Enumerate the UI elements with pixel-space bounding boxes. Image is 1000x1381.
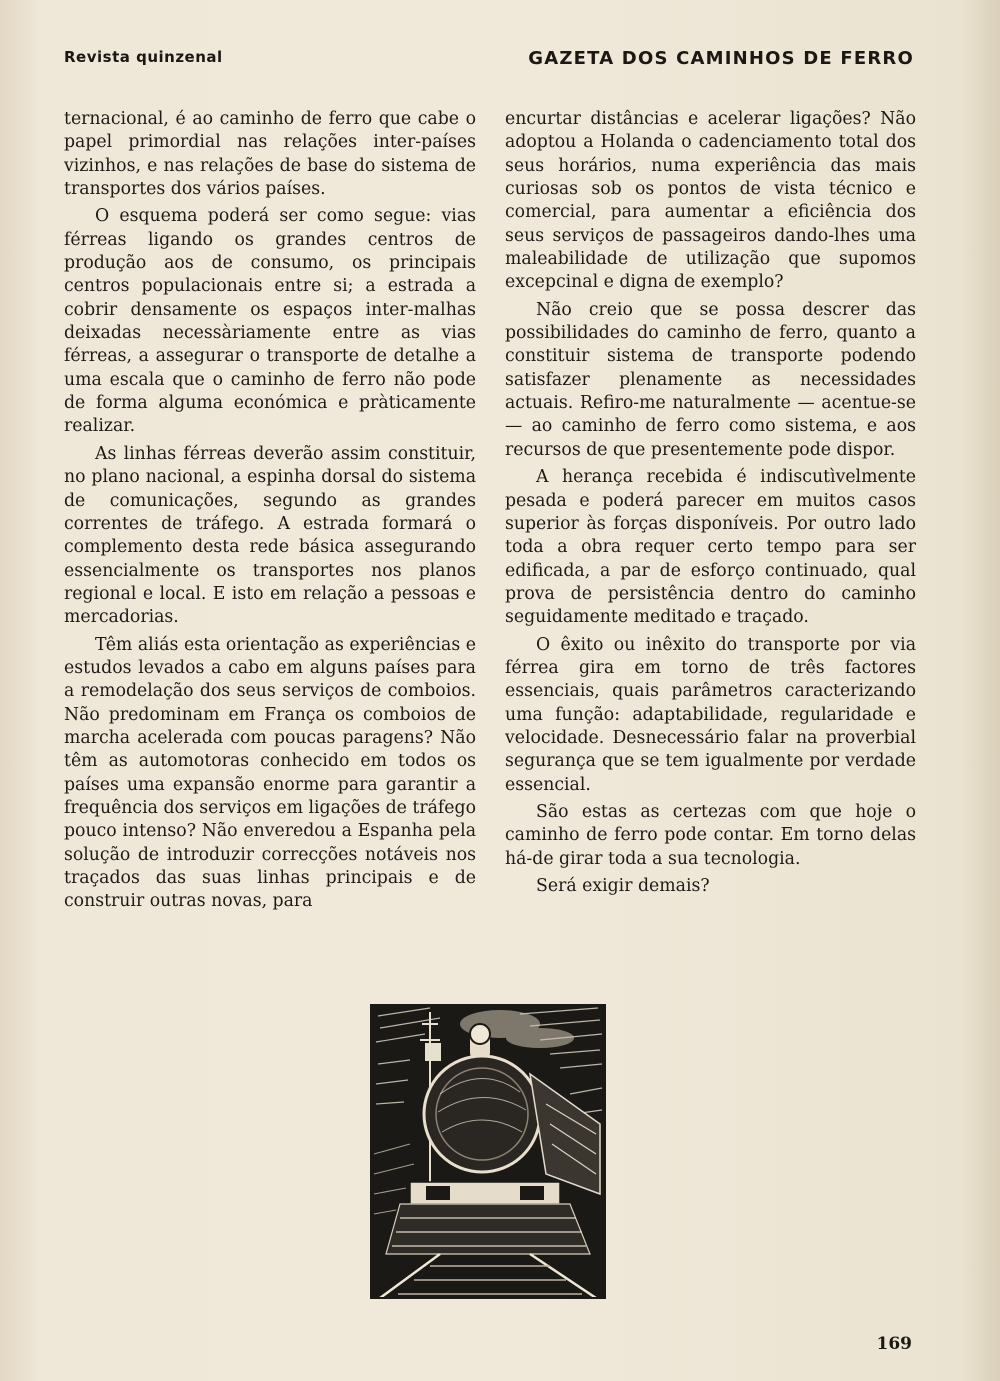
paragraph: Não creio que se possa descrer das possibilidades do caminho de ferro, quanto a constituir sistema de transporte podendo satisfazer plenamente as necessidades actuais. Refiro-me naturalmente — acentue-se — ao caminho de ferro como sistema, e aos recursos de que presentemente pode dispor. bbox=[505, 299, 916, 460]
paragraph: ternacional, é ao caminho de ferro que cabe o papel primordial nas relações inter-países vizinhos, e nas relações de base do sistema de transportes dos vários países. bbox=[64, 109, 476, 200]
text-column-right bbox=[505, 108, 916, 902]
paragraph: Têm aliás esta orientação as experiências e estudos levados a cabo em alguns países para a remodelação dos seus serviços de comboios. Não predominam em França os comboios de marcha acelerada com poucas paragens? Não têm as automotoras conhecido em todos os países uma expansão enorme para garantir a frequência dos serviços em ligações de tráfego pouco intenso? Não enveredou a Espanha pela solução de introduzir correcções notáveis nos traçados das suas linhas principais e de construir outras novas, para bbox=[64, 634, 476, 912]
paragraph: O esquema poderá ser como segue: vias férreas ligando os grandes centros de produção aos de consumo, os principais centros populacionais entre si; a estrada a cobrir densamente os espaços inter-malhas deixadas necessàriamente entre as vias férreas, a assegurar o transporte de detalhe a uma escala que o caminho de ferro não pode de forma alguma económica e pràticamente realizar. bbox=[64, 206, 476, 437]
paragraph: As linhas férreas deverão assim constituir, no plano nacional, a espinha dorsal do sistema de comunicações, segundo as grandes correntes de tráfego. A estrada formará o complemento desta rede básica assegurando essencialmente os transportes nos planos regional e local. E isto em relação a pessoas e mercadorias. bbox=[64, 443, 476, 628]
text-column-left bbox=[64, 108, 476, 918]
steam-locomotive-woodcut-icon bbox=[370, 1004, 606, 1299]
paragraph: O êxito ou inêxito do transporte por via férrea gira em torno de três factores essenciais, quais parâmetros caracterizando uma função: adaptabilidade, regularidade e velocidade. Desnecessário falar na proverbial segurança que se tem igualmente por verdade essencial. bbox=[505, 634, 916, 795]
running-header-right: GAZETA DOS CAMINHOS DE FERRO bbox=[528, 48, 914, 69]
paragraph: Será exigir demais? bbox=[536, 876, 710, 896]
page-number: 169 bbox=[876, 1334, 912, 1354]
paragraph: encurtar distâncias e acelerar ligações? Não adoptou a Holanda o cadenciamento total dos seus horários, numa experiência das mais curiosas sob os pontos de vista técnico e comercial, para aumentar a eficiência dos seus serviços de passageiros dando-lhes uma maleabilidade de utilização que supomos excepcinal e digna de exemplo? bbox=[505, 109, 916, 293]
paragraph: A herança recebida é indiscutìvelmente pesada e poderá parecer em muitos casos superior às forças disponíveis. Por outro lado toda a obra requer certo tempo para ser edificada, a par de esforço continuado, qual prova de persistência dentro do caminho seguidamente meditado e traçado. bbox=[505, 467, 916, 628]
paragraph: São estas as certezas com que hoje o caminho de ferro pode contar. Em torno delas há-de girar toda a sua tecnologia. bbox=[505, 801, 916, 869]
running-header-left: Revista quinzenal bbox=[64, 48, 223, 66]
